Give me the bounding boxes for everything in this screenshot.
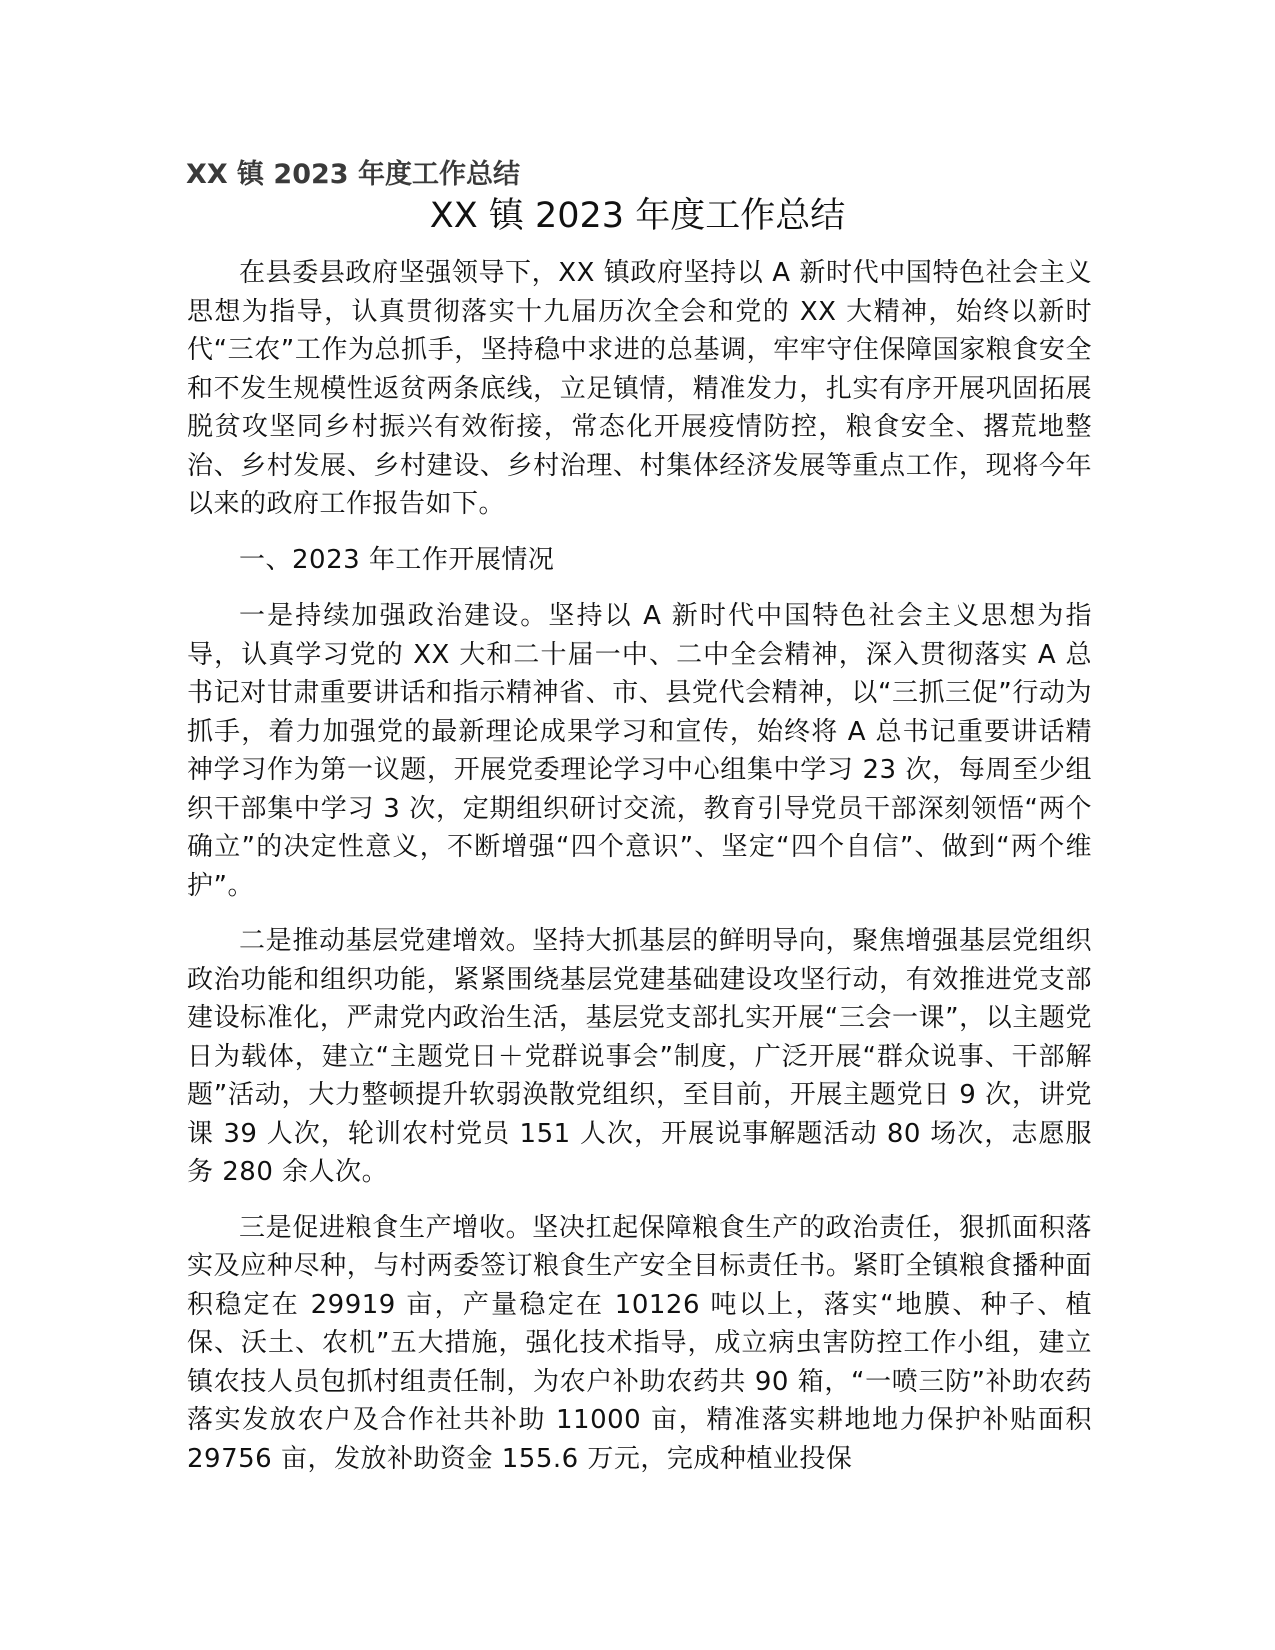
document-title: XX 镇 2023 年度工作总结 — [429, 196, 846, 236]
document-header-title: XX 镇 2023 年度工作总结 — [186, 159, 520, 190]
document-body — [187, 254, 1092, 1495]
paragraph-grain-production: 三是促进粮食生产增收。坚决扛起保障粮食生产的政治责任，狠抓面积落实及应种尽种，与村两委签订粮食生产安全目标责任书。紧盯全镇粮食播种面积稳定在 29919 亩，产量稳定在 10126 吨以上，落实“地膜、种子、植保、沃土、农机”五大措施，强化技术指导，成立病虫害防控工作小组，建立镇农技人员包抓村组责任制，为农户补助农药共 90 箱，“一喷三防”补助农药落实发放农户及合作社共补助 11000 亩，精准落实耕地地力保护补贴面积 29756 亩，发放补助资金 155.6 万元，完成种植业投保 — [187, 1212, 1092, 1474]
intro-paragraph: 在县委县政府坚强领导下，XX 镇政府坚持以 A 新时代中国特色社会主义思想为指导，认真贯彻落实十九届历次全会和党的 XX 大精神，始终以新时代“三农”工作为总抓手，坚持稳中求进的总基调，牢牢守住保障国家粮食安全和不发生规模性返贫两条底线，立足镇情，精准发力，扎实有序开展巩固拓展脱贫攻坚同乡村振兴有效衔接，常态化开展疫情防控，粮食安全、撂荒地整治、乡村发展、乡村建设、乡村治理、村集体经济发展等重点工作，现将今年以来的政府工作报告如下。 — [187, 258, 1092, 519]
section-heading: 一、2023 年工作开展情况 — [239, 544, 555, 575]
paragraph-political-building: 一是持续加强政治建设。坚持以 A 新时代中国特色社会主义思想为指导，认真学习党的 XX 大和二十届一中、二中全会精神，深入贯彻落实 A 总书记对甘肃重要讲话和指示精神省、市、县党代会精神，以“三抓三促”行动为抓手，着力加强党的最新理论成果学习和宣传，始终将 A 总书记重要讲话精神学习作为第一议题，开展党委理论学习中心组集中学习 23 次，每周至少组织干部集中学习 3 次，定期组织研讨交流，教育引导党员干部深刻领悟“两个确立”的决定性意义，不断增强“四个意识”、坚定“四个自信”、做到“两个维护”。 — [187, 601, 1092, 901]
paragraph-party-building: 二是推动基层党建增效。坚持大抓基层的鲜明导向，聚焦增强基层党组织政治功能和组织功能，紧紧围绕基层党建基础建设攻坚行动，有效推进党支部建设标准化，严肃党内政治生活，基层党支部扎实开展“三会一课”，以主题党日为载体，建立“主题党日＋党群说事会”制度，广泛开展“群众说事、干部解题”活动，大力整顿提升软弱涣散党组织，至目前，开展主题党日 9 次，讲党课 39 人次，轮训农村党员 151 人次，开展说事解题活动 80 场次，志愿服务 280 余人次。 — [187, 926, 1092, 1187]
